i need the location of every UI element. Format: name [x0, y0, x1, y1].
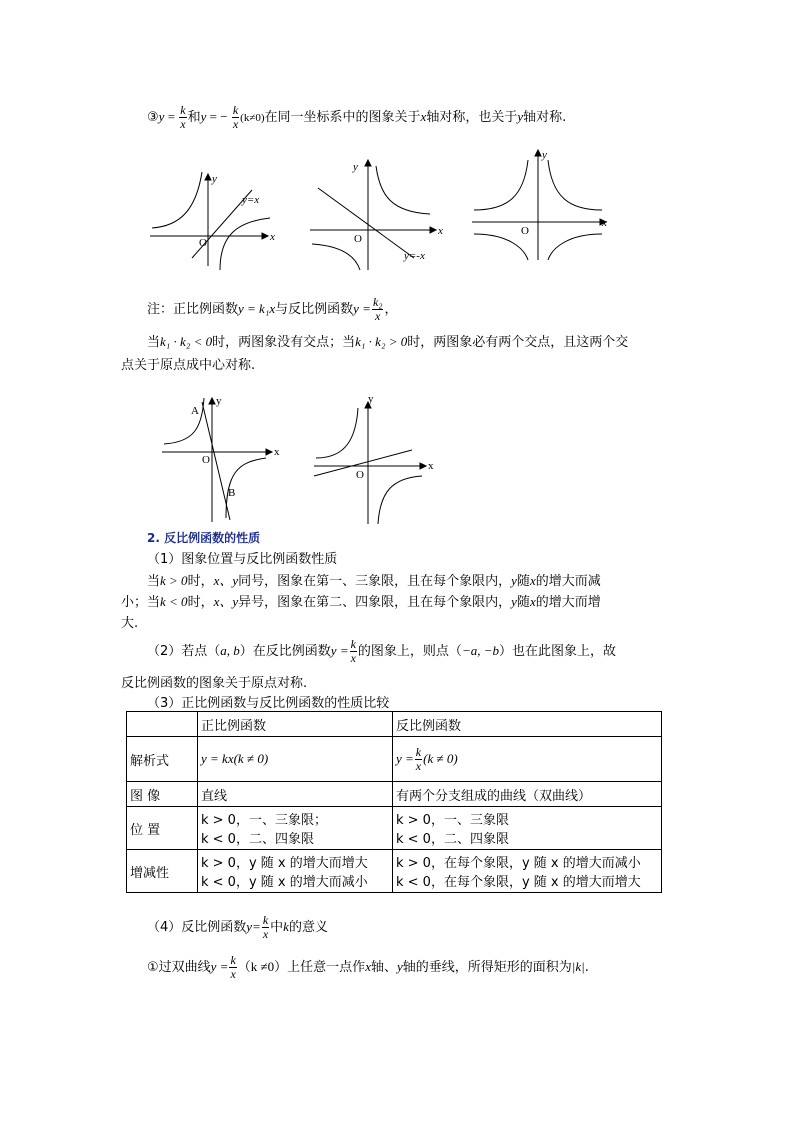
s4-p2c: 轴、	[370, 960, 397, 975]
s2-p2e: 的增大而减	[535, 574, 601, 589]
s4-p1a: （4）反比例函数	[147, 920, 247, 935]
s2-p6: 反比例函数的图象关于原点对称.	[121, 676, 308, 691]
s2-p3e: 的增大而增	[535, 595, 601, 610]
note-line-3	[121, 354, 255, 373]
s2-p5d: ）也在此图象上，故	[498, 644, 616, 659]
s4-p1b: 中	[270, 920, 284, 935]
s4-p1c: 的意义	[288, 920, 328, 935]
cell-direct-position: k > 0，一、三象限； k < 0，二、四象限	[198, 807, 393, 850]
table-row	[127, 712, 662, 737]
note-line-2	[147, 331, 628, 350]
cell-direct-formula: y = kx(k ≠ 0)	[198, 737, 393, 782]
x-var: x	[420, 109, 427, 124]
s2-p5b: ）在反比例函数	[239, 644, 331, 659]
s4-p1	[147, 914, 328, 941]
cell-inverse-graph: 有两个分支组成的曲线（双曲线）	[393, 782, 662, 807]
g1-x-label: x	[270, 231, 275, 243]
table-row	[127, 782, 662, 807]
s2-p1: （1）图象位置与反比例函数性质	[147, 552, 338, 567]
s2-p3-x: x	[529, 594, 536, 609]
note-line-1	[147, 296, 397, 323]
g3-x-label: x	[602, 217, 607, 229]
fig2-g1-y: y	[216, 395, 222, 407]
s4-p2-y: y =	[210, 959, 229, 974]
s4-p2-x: x	[365, 959, 371, 974]
s4-p2	[147, 954, 589, 981]
cell-inverse-formula: y = $\frac{k}{x}$ (k ≠ 0)	[393, 737, 662, 782]
sec3-text3: 轴对称.	[523, 110, 567, 125]
row-label-monotonicity: 增减性	[127, 850, 198, 893]
note-cond1: k₁ · k₂ < 0	[160, 334, 213, 349]
s4-p2b: 上任意一点作	[287, 960, 366, 975]
s2-p2-cond: k > 0	[160, 573, 188, 588]
s2-p3b: 时，	[187, 595, 214, 610]
s2-p3-xy: x、y	[213, 594, 239, 609]
cell-direct-monotonicity: k > 0，y 随 x 的增大而增大 k < 0，y 随 x 的增大而减小	[198, 850, 393, 893]
s4-p2e: .	[584, 960, 589, 975]
circled-three: ③	[147, 110, 159, 125]
table-row	[127, 737, 662, 782]
s4-p2a: ①过双曲线	[147, 960, 211, 975]
fig2-g1-x: x	[274, 446, 280, 458]
s4-p2-yy: y	[396, 959, 403, 974]
comparison-table	[126, 711, 662, 893]
table-header-direct: 正比例函数	[198, 712, 393, 737]
g3-y-label: y	[542, 149, 547, 161]
fig2-g1-point-a: A	[191, 405, 199, 417]
eq1-y: y	[158, 109, 165, 124]
s2-p5-ab: a, b	[220, 643, 240, 658]
s2-p5-neg: −a, −b	[461, 643, 499, 658]
s2-p2a: 当	[147, 574, 161, 589]
note-suffix: ，	[384, 302, 398, 317]
s2-p2-xy: x、y	[213, 573, 239, 588]
fig2-g2-y: y	[368, 393, 374, 405]
eq1-fraction: $\frac{k}{x}$	[180, 103, 186, 131]
s2-p3	[121, 591, 601, 610]
y-var: y	[517, 109, 524, 124]
note-l2a: 当	[147, 335, 161, 350]
fig2-g1-point-b: B	[228, 487, 236, 499]
note-prefix: 注：正比例函数	[147, 302, 239, 317]
and-text: 和	[187, 110, 201, 125]
graph-with-intersections	[162, 398, 272, 522]
graph-symmetric	[472, 150, 606, 260]
g1-y-label: y	[212, 173, 217, 185]
s2-p3d: 随	[516, 595, 530, 610]
s4-p2-fraction: $\frac{k}{x}$	[230, 953, 236, 981]
note-cond2: k₁ · k₂ > 0	[355, 334, 408, 349]
fig2-g2-origin: O	[356, 469, 364, 481]
eq2-fraction: $\frac{k}{x}$	[232, 103, 239, 131]
cell-inverse-monotonicity: k > 0，在每个象限，y 随 x 的增大而减小 k < 0，在每个象限，y 随 x 的增大而增大	[393, 850, 662, 893]
s2-p3-y: y	[511, 594, 517, 609]
graph-no-intersection	[314, 402, 426, 524]
note-eq2-fraction: $\frac{\text{k₂}}{x}$	[372, 295, 383, 323]
cell-inverse-position: k > 0，一、三象限 k < 0，二、四象限	[393, 807, 662, 850]
g2-y-label: y	[353, 161, 358, 173]
fig2-g1-origin: O	[202, 454, 210, 466]
row-label-graph: 图 像	[127, 782, 198, 807]
s2-p5a: （2）若点（	[147, 644, 221, 659]
s2-p3-cond: k < 0	[160, 594, 188, 609]
s2-p2d: 随	[516, 574, 530, 589]
section-2-title: 2. 反比例函数的性质	[147, 531, 261, 545]
s4-p1-k: k	[283, 919, 289, 934]
note-eq1: y = k₁x	[238, 301, 276, 316]
table-row	[127, 850, 662, 893]
note-eq2-y: y =	[353, 301, 371, 316]
note-l2b: 时，两图象没有交点；当	[212, 335, 356, 350]
s2-p7: （3）正比例函数与反比例函数的性质比较	[147, 696, 390, 711]
condition: (k≠0)	[240, 112, 265, 124]
eq2-y: y	[200, 109, 207, 124]
fig2-g2-x: x	[428, 460, 434, 472]
g2-x-label: x	[438, 225, 443, 237]
s2-p4: 大.	[121, 616, 139, 631]
s2-p5-fraction: $\frac{k}{x}$	[350, 637, 356, 665]
s4-p1-fraction: $\frac{k}{x}$	[262, 913, 269, 941]
sec3-line: ③y = $\frac{k}{x}$ 和y = − $\frac{k}{x}$ (k≠0)在同一坐标系中的图象关于x轴对称，也关于y轴对称.	[147, 103, 567, 131]
s2-p2b: 时，	[187, 574, 214, 589]
sec3-text2: 轴对称，也关于	[426, 110, 518, 125]
s4-p1-y: y=	[246, 919, 261, 934]
row-label-formula: 解析式	[127, 737, 198, 782]
g2-origin: O	[354, 233, 362, 245]
s2-p5	[147, 638, 616, 665]
g2-line-label: y=-x	[404, 250, 425, 262]
s2-p5-y: y =	[330, 643, 349, 658]
note-mid: 与反比例函数	[275, 302, 354, 317]
s4-p2-cond: （k ≠0）	[237, 959, 288, 974]
g1-origin: O	[199, 237, 207, 249]
table-header-empty	[127, 712, 198, 737]
g3-origin: O	[521, 225, 529, 237]
s4-p2-abs: |k|	[571, 959, 585, 974]
cell-direct-graph: 直线	[198, 782, 393, 807]
s2-p5c: 的图象上，则点（	[357, 644, 462, 659]
note-l3: 点关于原点成中心对称.	[121, 358, 256, 373]
s2-p2-y: y	[511, 573, 517, 588]
s2-p2	[147, 570, 601, 589]
s2-p2-x: x	[529, 573, 536, 588]
s2-p2c: 同号，图象在第一、三象限，且在每个象限内，	[238, 574, 512, 589]
figure-row-1	[140, 148, 620, 270]
figure-row-2	[156, 392, 446, 526]
s2-p3c: 异号，图象在第二、四象限，且在每个象限内，	[238, 595, 512, 610]
row-label-position: 位 置	[127, 807, 198, 850]
sec3-text: 在同一坐标系中的图象关于	[264, 110, 421, 125]
graph-y-equals-x	[150, 172, 270, 270]
table-header-inverse: 反比例函数	[393, 712, 662, 737]
g1-line-label: y=x	[242, 194, 260, 206]
s2-p3a: 小；当	[121, 595, 161, 610]
s4-p2d: 轴的垂线，所得矩形的面积为	[402, 960, 572, 975]
note-l2c: 时，两图象必有两个交点，且这两个交	[407, 335, 629, 350]
table-row	[127, 807, 662, 850]
